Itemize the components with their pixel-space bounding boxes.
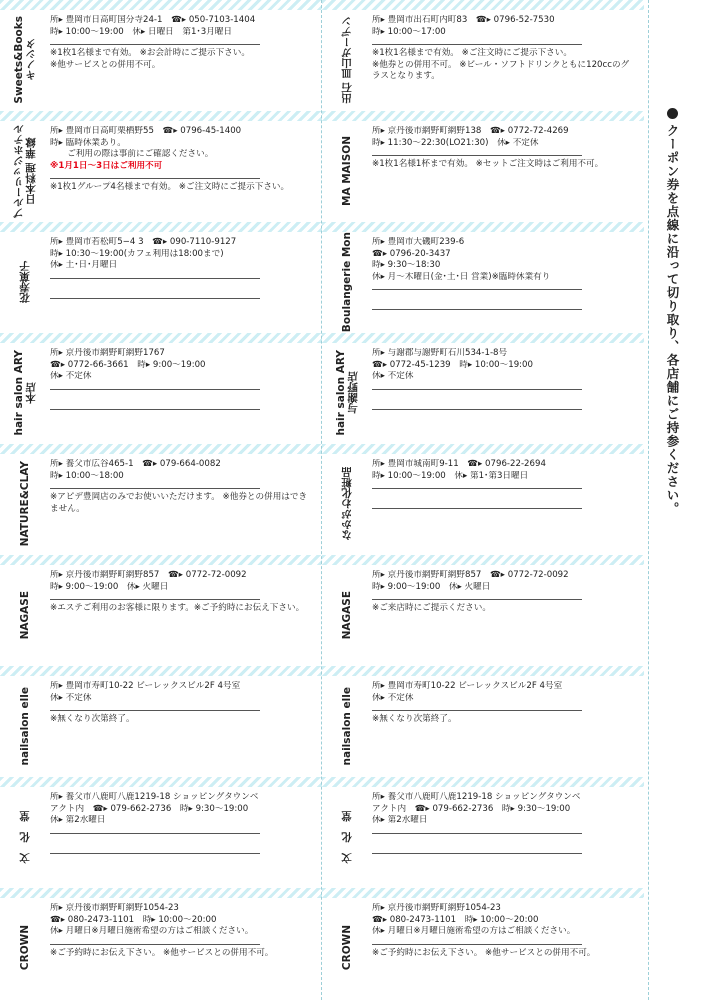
store-info-line: ☎▸ 080-2473-1101 時▸ 10:00〜20:00 <box>372 914 539 925</box>
store-info-line: 休▸ 不定休 <box>372 692 414 703</box>
store-info <box>50 792 316 827</box>
store-info <box>50 348 316 383</box>
coupon-column-right <box>322 0 644 1000</box>
store-name-block <box>328 125 366 217</box>
store-info-line: 所▸ 京丹後市網野町網野1054-23 <box>50 903 179 913</box>
coupon-note: ※1枚1グループ4名様まで有効。 ※ご注文時にご提示下さい。 <box>50 182 290 192</box>
cut-stripe <box>322 666 644 676</box>
cut-stripe <box>322 777 644 787</box>
store-info-line: 休▸ 不定休 <box>50 692 92 703</box>
divider-rule <box>372 409 582 410</box>
cut-stripe <box>0 222 322 232</box>
cut-stripe <box>322 444 644 454</box>
store-info-line: ☎▸ 0796-20-3437 <box>372 248 451 259</box>
store-name-block <box>6 236 44 328</box>
store-name-block <box>6 347 44 439</box>
store-name: Boulangerie Mon <box>341 231 353 333</box>
divider-rule <box>372 508 582 509</box>
store-info <box>50 237 316 272</box>
cut-stripe <box>0 555 322 565</box>
cut-line-edge <box>648 0 649 1000</box>
divider-rule <box>50 833 260 834</box>
divider-rule <box>50 44 260 45</box>
store-info <box>50 459 316 482</box>
cut-stripe <box>0 333 322 343</box>
divider-rule <box>372 599 582 600</box>
cut-stripe <box>0 111 322 121</box>
store-info-line: 休▸ 土･日･月曜日 <box>50 260 118 270</box>
divider-rule <box>50 298 260 299</box>
coupon-card <box>0 666 322 777</box>
store-name: hair salon ARY 本店 <box>13 350 37 436</box>
divider-rule <box>50 853 260 854</box>
store-info-line: 所▸ 豊岡市出石町内町83 ☎▸ 0796-52-7530 <box>372 15 555 25</box>
store-info-line: 所▸ 豊岡市寿町10-22 ビーレックスビル2F 4号室 <box>50 681 241 691</box>
store-name-block <box>328 231 366 333</box>
coupon-card <box>322 555 644 666</box>
store-info-line: 所▸ 与謝郡与謝野町石川534-1-8号 <box>372 348 508 358</box>
store-info <box>372 15 638 38</box>
coupon-note: ※無くなり次第終了。 <box>50 714 135 724</box>
store-info <box>372 459 638 482</box>
store-name: CROWN <box>341 925 353 971</box>
store-name-block <box>328 14 366 106</box>
store-info-line: 時▸ 10:30〜19:00(カフェ利用は18:00まで) <box>50 248 224 259</box>
divider-rule <box>372 488 582 489</box>
store-name-block <box>6 458 44 550</box>
cut-stripe <box>322 0 644 10</box>
store-name: NATURE&CLAY <box>19 461 31 547</box>
store-info-line: 時▸ 10:00〜19:00 休▸ 第1･第3日曜日 <box>372 470 529 481</box>
store-info-line: 休▸ 月〜木曜日(金･土･日 営業)※臨時休業有り <box>372 271 551 282</box>
store-info-line: 時▸ 9:00〜19:00 休▸ 火曜日 <box>372 581 491 592</box>
store-info-line: 時▸ 11:30〜22:30(LO21:30) 休▸ 不定休 <box>372 137 539 148</box>
store-info <box>372 237 638 283</box>
divider-rule <box>50 944 260 945</box>
store-info <box>50 15 316 38</box>
store-info-line: ご利用の際は事前にご確認ください。 <box>50 149 214 159</box>
store-info-line: ☎▸ 0772-45-1239 時▸ 10:00〜19:00 <box>372 359 533 370</box>
store-info <box>372 792 638 827</box>
divider-rule <box>50 178 260 179</box>
store-name-block <box>328 569 366 661</box>
divider-rule <box>372 833 582 834</box>
coupon-note: ※ご来店時にご提示ください。 <box>372 603 491 613</box>
coupon-card <box>0 333 322 444</box>
store-info-line: 所▸ 養父市八鹿町八鹿1219-18 ショッピングタウンベ <box>50 792 259 802</box>
bullet-dot-icon <box>667 108 678 119</box>
coupon-card <box>322 666 644 777</box>
store-name-block <box>328 791 366 883</box>
coupon-card <box>322 0 644 111</box>
store-info-line: 時▸ 9:00〜19:00 休▸ 火曜日 <box>50 581 169 592</box>
store-info <box>372 348 638 383</box>
store-info-line: 所▸ 京丹後市網野町網野1054-23 <box>372 903 501 913</box>
store-info-line: 所▸ 養父市広谷465-1 ☎▸ 079-664-0082 <box>50 459 221 469</box>
coupon-card <box>0 222 322 333</box>
coupon-card <box>0 0 322 111</box>
divider-rule <box>372 309 582 310</box>
cut-stripe <box>0 777 322 787</box>
store-info-line: 時▸ 9:30〜18:30 <box>372 260 441 270</box>
coupon-note: ※ご予約時にお伝え下さい。 ※他サービスとの併用不可。 <box>50 947 274 958</box>
store-info-line: 所▸ 京丹後市網野町網野1767 <box>50 348 165 358</box>
store-info <box>50 903 316 938</box>
coupon-note: ※1枚1名様まで有効。 ※お会計時にご提示下さい。 ※他サービスとの併用不可。 <box>50 48 250 70</box>
store-info-line: アクト内 ☎▸ 079-662-2736 時▸ 9:30〜19:00 <box>50 803 249 814</box>
divider-rule <box>50 710 260 711</box>
divider-rule <box>372 389 582 390</box>
store-name: hair salon ARY 与謝野店 <box>335 350 359 436</box>
store-info-line: 所▸ 豊岡市日高町栗栖野55 ☎▸ 0796-45-1400 <box>50 126 242 136</box>
divider-rule <box>50 409 260 410</box>
cut-stripe <box>0 444 322 454</box>
store-info <box>50 126 316 172</box>
divider-rule <box>372 710 582 711</box>
store-info-line: ☎▸ 0772-66-3661 時▸ 9:00〜19:00 <box>50 359 206 370</box>
side-instruction <box>652 108 702 516</box>
store-name: 文 化 堂 <box>341 810 353 864</box>
store-info-line: 休▸ 月曜日※月曜日施術希望の方はご相談ください。 <box>50 926 254 936</box>
coupon-card <box>0 444 322 555</box>
coupon-card <box>0 888 322 999</box>
store-info-line: アクト内 ☎▸ 079-662-2736 時▸ 9:30〜19:00 <box>372 803 571 814</box>
store-info <box>372 570 638 593</box>
side-instruction-text: クーポン券を点線に沿って切り取り、各店舗にご持参ください。 <box>665 124 680 516</box>
store-info-line: 休▸ 第2水曜日 <box>50 815 106 825</box>
store-name-block <box>6 902 44 994</box>
coupon-card <box>322 888 644 999</box>
store-name: 文 化 堂 <box>19 810 31 864</box>
store-name: NAGASE <box>19 590 31 640</box>
store-info <box>50 570 316 593</box>
store-info-line: 時▸ 臨時休業あり。 <box>50 137 126 148</box>
store-name: 出石 皿山ガーデン <box>341 16 353 104</box>
divider-rule <box>50 278 260 279</box>
store-info <box>50 681 316 704</box>
store-name: Sweets&Books キノシタ <box>13 16 37 104</box>
coupon-card <box>0 555 322 666</box>
cut-stripe <box>322 222 644 232</box>
divider-rule <box>50 599 260 600</box>
closure-warning: ※1月1日〜3日はご利用不可 <box>50 160 163 171</box>
store-name: ブルーリッジホテル 日本料理 華縁 <box>13 123 37 219</box>
store-info-line: 時▸ 10:00〜18:00 <box>50 470 124 481</box>
coupon-note: ※1枚1名様まで有効。 ※ご注文時にご提示下さい。 ※他券との併用不可。 ※ビール・ソフトドリンクともに120ccのグラスとなります。 <box>372 48 630 81</box>
store-name: nailsalon elle <box>341 686 353 766</box>
store-info-line: 所▸ 豊岡市若松町5−4 3 ☎▸ 090-7110-9127 <box>50 237 237 247</box>
store-name-block <box>6 125 44 217</box>
cut-stripe <box>322 333 644 343</box>
coupon-card <box>0 111 322 222</box>
store-info-line: ☎▸ 080-2473-1101 時▸ 10:00〜20:00 <box>50 914 217 925</box>
divider-rule <box>372 944 582 945</box>
store-name-block <box>328 902 366 994</box>
store-info-line: 休▸ 第2水曜日 <box>372 815 428 825</box>
coupon-note: ※ご予約時にお伝え下さい。 ※他サービスとの併用不可。 <box>372 947 596 958</box>
store-info <box>372 126 638 149</box>
divider-rule <box>372 853 582 854</box>
store-info-line: 所▸ 京丹後市網野町網野857 ☎▸ 0772-72-0092 <box>50 570 247 580</box>
store-name: CROWN <box>19 925 31 971</box>
store-info-line: 所▸ 養父市八鹿町八鹿1219-18 ショッピングタウンベ <box>372 792 581 802</box>
coupon-note: ※無くなり次第終了。 <box>372 714 457 724</box>
coupon-card <box>322 333 644 444</box>
divider-rule <box>372 155 582 156</box>
store-info-line: 休▸ 不定休 <box>372 371 414 381</box>
coupon-note: ※1枚1名様1杯まで有効。 ※セットご注文時はご利用不可。 <box>372 159 604 169</box>
cut-stripe <box>0 0 322 10</box>
coupon-card <box>322 222 644 333</box>
cut-stripe <box>322 111 644 121</box>
store-name-block <box>6 791 44 883</box>
store-name-block <box>328 458 366 550</box>
store-info <box>372 681 638 704</box>
coupon-card <box>322 111 644 222</box>
store-info-line: 所▸ 豊岡市日高町国分寺24-1 ☎▸ 050-7103-1404 <box>50 15 256 25</box>
store-name: nailsalon elle <box>19 686 31 766</box>
store-name-block <box>328 347 366 439</box>
coupon-note: ※エステご利用のお客様に限ります。※ご予約時にお伝え下さい。 <box>50 603 305 613</box>
store-info-line: 所▸ 京丹後市網野町網野138 ☎▸ 0772-72-4269 <box>372 126 569 136</box>
store-info-line: 時▸ 10:00〜19:00 休▸ 日曜日 第1･3月曜日 <box>50 26 232 37</box>
store-info-line: 所▸ 京丹後市網野町網野857 ☎▸ 0772-72-0092 <box>372 570 569 580</box>
coupon-card <box>322 444 644 555</box>
store-name-block <box>6 14 44 106</box>
store-name-block <box>6 680 44 772</box>
coupon-card <box>0 777 322 888</box>
store-name-block <box>328 680 366 772</box>
store-name: MA MAISON <box>341 136 353 206</box>
store-info-line: 所▸ 豊岡市寿町10-22 ビーレックスビル2F 4号室 <box>372 681 563 691</box>
cut-stripe <box>0 888 322 898</box>
store-info <box>372 903 638 938</box>
divider-rule <box>50 488 260 489</box>
divider-rule <box>372 44 582 45</box>
store-info-line: 休▸ 不定休 <box>50 371 92 381</box>
coupon-column-left <box>0 0 322 1000</box>
store-name: 花寿菓子 <box>19 261 31 303</box>
coupon-note: ※アピデ豊岡店のみでお使いいただけます。 ※他券との併用はできません。 <box>50 492 308 514</box>
store-info-line: 所▸ 豊岡市城南町9-11 ☎▸ 0796-22-2694 <box>372 459 546 469</box>
cut-stripe <box>322 888 644 898</box>
store-info-line: 休▸ 月曜日※月曜日施術希望の方はご相談ください。 <box>372 926 576 936</box>
store-info-line: 時▸ 10:00〜17:00 <box>372 26 446 37</box>
cut-stripe <box>0 666 322 676</box>
store-info-line: 所▸ 豊岡市大磯町239-6 <box>372 237 465 247</box>
divider-rule <box>50 389 260 390</box>
store-name: NAGASE <box>341 590 353 640</box>
cut-stripe <box>322 555 644 565</box>
divider-rule <box>372 289 582 290</box>
store-name-block <box>6 569 44 661</box>
coupon-card <box>322 777 644 888</box>
store-name: なかがわ化粧品 <box>341 467 353 541</box>
